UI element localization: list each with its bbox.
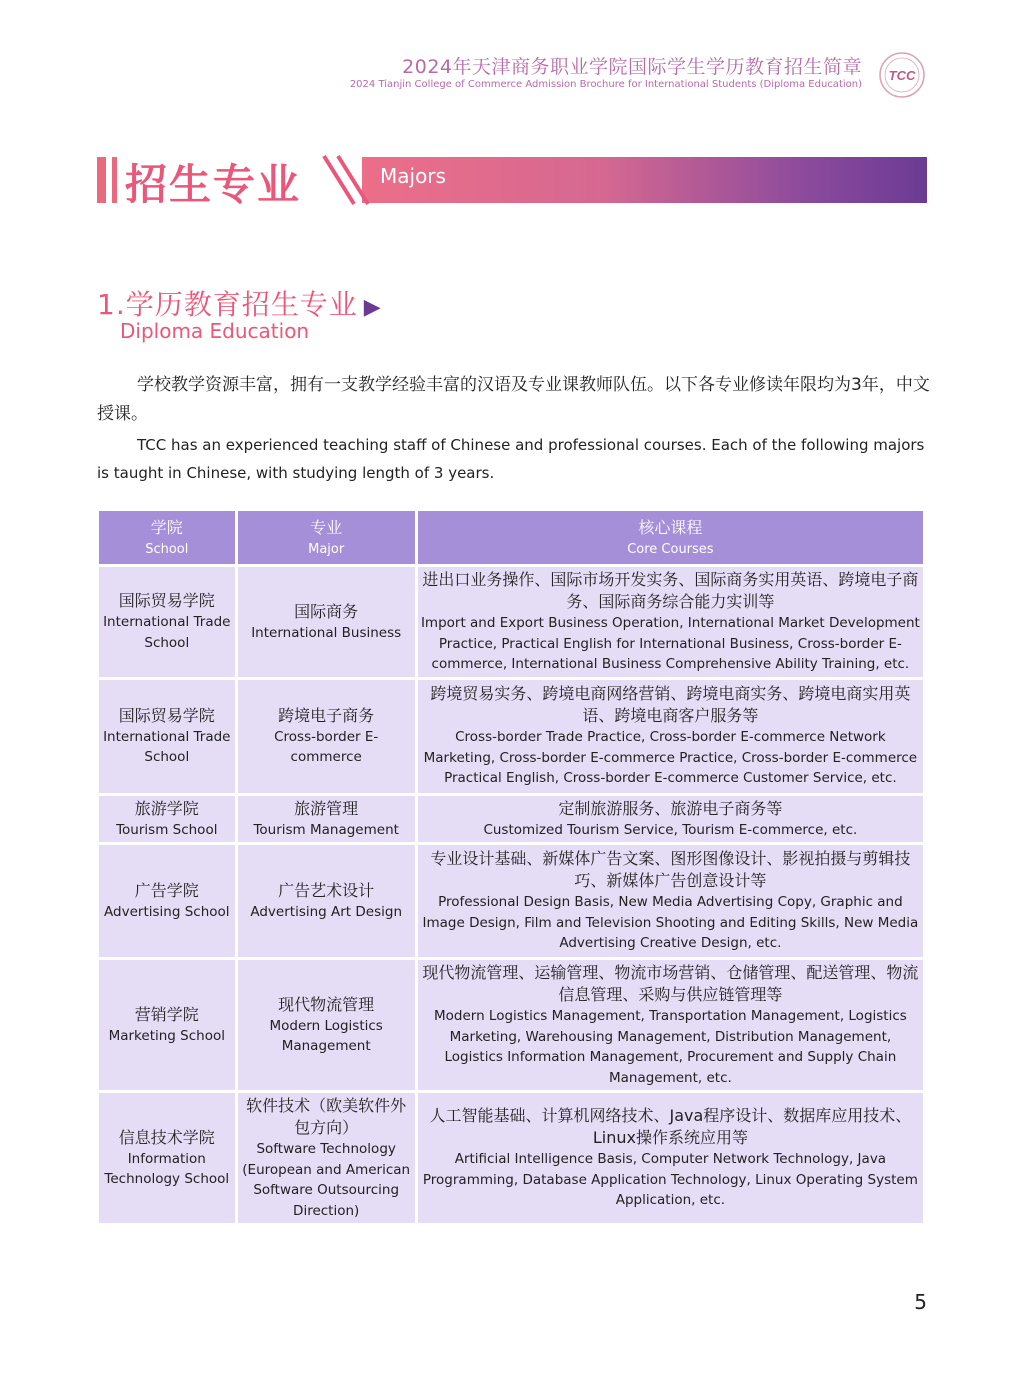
table-row — [99, 1093, 923, 1223]
major-en: Modern Logistics Management — [269, 1017, 383, 1054]
table-row — [99, 567, 923, 677]
major-cn: 广告艺术设计 — [278, 880, 375, 900]
major-cn: 旅游管理 — [294, 798, 359, 818]
brochure-subtitle: 2024 Tianjin College of Commerce Admission Brochure for International Students (Diploma Education) — [349, 79, 862, 90]
brochure-title: 2024年天津商务职业学院国际学生学历教育招生简章 — [402, 56, 862, 78]
header-major — [238, 511, 415, 564]
logo-text: TCC — [888, 68, 916, 83]
school-en: International Trade School — [103, 728, 231, 765]
major-cn: 跨境电子商务 — [278, 705, 375, 725]
school-en: International Trade School — [103, 614, 231, 651]
banner-slash-decoration — [318, 154, 370, 206]
intro-paragraph-en: TCC has an experienced teaching staff of Chinese and professional courses. Each of the following majors is taught in Chinese, with studying length of 3 years. — [97, 436, 925, 482]
section-title-en: Majors — [380, 164, 446, 188]
courses-cn: 现代物流管理、运输管理、物流市场营销、仓储管理、配送管理、物流信息管理、采购与供应链管理等 — [422, 963, 919, 1004]
header-en: School — [145, 541, 189, 557]
school-cn: 国际贸易学院 — [118, 705, 215, 725]
courses-en: Artificial Intelligence Basis, Computer Network Technology, Java Programming, Database Application Technology, Linux Operating System Application, etc. — [422, 1151, 918, 1209]
major-cell — [238, 845, 415, 957]
courses-cn: 跨境贸易实务、跨境电商网络营销、跨境电商实务、跨境电商实用英语、跨境电商客户服务等 — [430, 684, 911, 726]
school-cn: 信息技术学院 — [118, 1127, 215, 1147]
major-cn: 现代物流管理 — [278, 994, 375, 1014]
major-cell — [238, 567, 415, 677]
page-number: 5 — [914, 1290, 927, 1314]
intro-paragraph-cn: 学校教学资源丰富，拥有一支教学经验丰富的汉语及专业课教师队伍。以下各专业修读年限均为3年，中文授课。 — [97, 375, 930, 424]
major-en: Cross-border E-commerce — [274, 728, 379, 765]
subsection-title-text: 1.学历教育招生专业 — [97, 288, 358, 321]
header-cn: 专业 — [310, 517, 343, 537]
banner-accent-bar-thin — [112, 157, 117, 203]
school-cell — [99, 567, 235, 677]
major-cell — [238, 1093, 415, 1223]
major-cell — [238, 796, 415, 843]
school-cell — [99, 845, 235, 957]
major-en: International Business — [251, 624, 402, 641]
header-school — [99, 511, 235, 564]
header-en: Core Courses — [627, 541, 714, 557]
header-cn: 核心课程 — [638, 517, 703, 537]
school-cell — [99, 960, 235, 1090]
banner-accent-bar — [97, 157, 106, 203]
courses-cell — [418, 680, 923, 793]
header-cn: 学院 — [150, 517, 183, 537]
school-en: Marketing School — [108, 1027, 225, 1044]
table-row — [99, 796, 923, 843]
school-cn: 旅游学院 — [134, 798, 199, 818]
school-cn: 国际贸易学院 — [118, 591, 215, 611]
majors-table — [96, 508, 926, 1226]
subsection-title-en: Diploma Education — [120, 319, 310, 343]
school-cn: 广告学院 — [134, 880, 199, 900]
school-cell — [99, 796, 235, 843]
courses-en: Customized Tourism Service, Tourism E-commerce, etc. — [483, 821, 858, 838]
table-row — [99, 960, 923, 1090]
subsection-title-cn — [97, 283, 382, 323]
major-cell — [238, 960, 415, 1090]
courses-cell — [418, 796, 923, 843]
courses-en: Modern Logistics Management, Transportation Management, Logistics Marketing, Warehousing Management, Distribution Management, Logistics Information Management, Procurement and Supply Chain Management, etc. — [433, 1008, 907, 1086]
courses-en: Professional Design Basis, New Media Advertising Copy, Graphic and Image Design, Film and Television Shooting and Editing Skills, New Media Advertising Creative Design, etc. — [422, 894, 919, 952]
section-title-cn: 招生专业 — [125, 160, 302, 209]
courses-en: Cross-border Trade Practice, Cross-border E-commerce Network Marketing, Cross-border E-commerce Practice, Cross-border E-commerce Practical English, Cross-border E-commerce Customer Service, etc. — [423, 729, 918, 787]
table-row — [99, 680, 923, 793]
school-cell — [99, 1093, 235, 1223]
major-en: Software Technology (European and American Software Outsourcing Direction) — [242, 1141, 411, 1219]
courses-cell — [418, 960, 923, 1090]
courses-cell — [418, 567, 923, 677]
table-row — [99, 845, 923, 957]
major-cn: 软件技术（欧美软件外包方向） — [246, 1096, 407, 1137]
school-en: Advertising School — [104, 903, 230, 920]
header-en: Major — [308, 541, 345, 557]
major-cn: 国际商务 — [294, 601, 359, 621]
courses-cell — [418, 1093, 923, 1223]
school-cn: 营销学院 — [134, 1004, 199, 1024]
courses-cn: 人工智能基础、计算机网络技术、Java程序设计、数据库应用技术、Linux操作系统应用等 — [429, 1106, 912, 1148]
courses-cn: 专业设计基础、新媒体广告文案、图形图像设计、影视拍摄与剪辑技巧、新媒体广告创意设计等 — [430, 849, 911, 891]
header-courses — [418, 511, 923, 564]
courses-cn: 进出口业务操作、国际市场开发实务、国际商务实用英语、跨境电子商务、国际商务综合能力实训等 — [422, 570, 919, 611]
major-en: Advertising Art Design — [250, 903, 402, 920]
major-en: Tourism Management — [253, 821, 399, 838]
triangle-arrow-icon: ▶ — [363, 295, 382, 320]
courses-cn: 定制旅游服务、旅游电子商务等 — [558, 798, 783, 818]
school-cell — [99, 680, 235, 793]
courses-cell — [418, 845, 923, 957]
school-en: Information Technology School — [104, 1150, 230, 1187]
courses-en: Import and Export Business Operation, International Market Development Practice, Practical English for International Business, Cross-border E-commerce, International Business Comprehensive Ability Training, etc. — [420, 615, 920, 672]
table-header-row — [99, 511, 923, 564]
college-logo — [878, 51, 926, 99]
school-en: Tourism School — [116, 821, 218, 838]
major-cell — [238, 680, 415, 793]
